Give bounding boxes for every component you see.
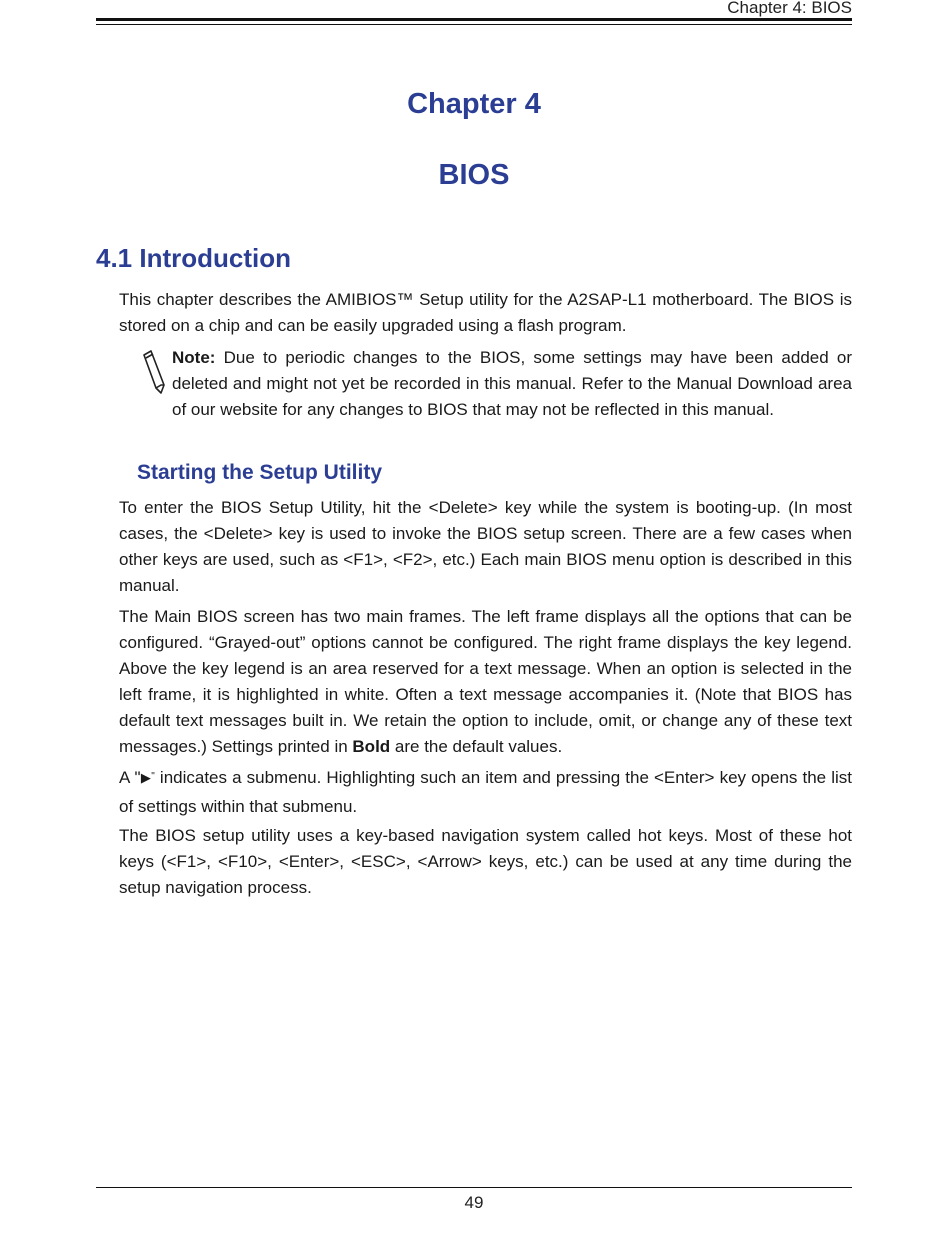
setup-paragraph-1: To enter the BIOS Setup Utility, hit the <Delete> key while the system is booting-up. (In most cases, the <Delete> key is used to invoke the BIOS setup screen. There are a few cases when other keys are used, such as <F1>, <F2>, etc.) Each main BIOS menu option is described in this manual. bbox=[119, 498, 852, 595]
page-number: 49 bbox=[464, 1193, 484, 1212]
note-body: Due to periodic changes to the BIOS, some settings may have been added or deleted and might not yet be recorded in this manual. Refer to the Manual Download area of our website for any changes to BIOS that may not be reflected in this manual. bbox=[172, 348, 852, 419]
footer-rule bbox=[96, 1187, 852, 1188]
setup-paragraph-3 bbox=[119, 765, 852, 820]
intro-paragraph: This chapter describes the AMIBIOS™ Setup utility for the A2SAP-L1 motherboard. The BIOS is stored on a chip and can be easily upgraded using a flash program. bbox=[119, 290, 852, 335]
header-rule-thick bbox=[96, 18, 852, 21]
p2-text-before: The Main BIOS screen has two main frames. The left frame displays all the options that can be configured. “Grayed-out” options cannot be configured. The right frame displays the key legend. Above the key legend is an area reserved for a text message. When an option is selected in the left frame, it is highlighted in white. Often a text message accompanies it. (Note that BIOS has default text messages built in. We retain the option to include, omit, or change any of these text messages.) Settings printed in bbox=[119, 607, 852, 756]
p2-text-after: are the default values. bbox=[390, 737, 563, 756]
setup-paragraph-2 bbox=[119, 604, 852, 760]
setup-heading: Starting the Setup Utility bbox=[137, 461, 383, 484]
note-block bbox=[140, 345, 852, 423]
p3-closing-quote: " bbox=[151, 771, 155, 782]
chapter-number: Chapter 4 bbox=[407, 88, 541, 120]
section-heading: 4.1 Introduction bbox=[96, 243, 291, 273]
p3-prefix: A " bbox=[119, 768, 141, 787]
running-head: Chapter 4: BIOS bbox=[727, 0, 852, 17]
note-label: Note: bbox=[172, 348, 216, 367]
pencil-icon bbox=[140, 347, 168, 395]
submenu-triangle-icon: ▶ bbox=[140, 770, 152, 785]
setup-paragraph-4: The BIOS setup utility uses a key-based navigation system called hot keys. Most of these hot keys (<F1>, <F10>, <Enter>, <ESC>, <Arrow> keys, etc.) can be used at any time during the setup navigation process. bbox=[119, 826, 852, 897]
header-rule-thin bbox=[96, 24, 852, 25]
p3-suffix: indicates a submenu. Highlighting such an item and pressing the <Enter> key opens the list of settings within that submenu. bbox=[119, 768, 853, 816]
note-text bbox=[172, 345, 852, 423]
p2-bold-word: Bold bbox=[352, 737, 391, 756]
chapter-title: BIOS bbox=[438, 159, 510, 191]
